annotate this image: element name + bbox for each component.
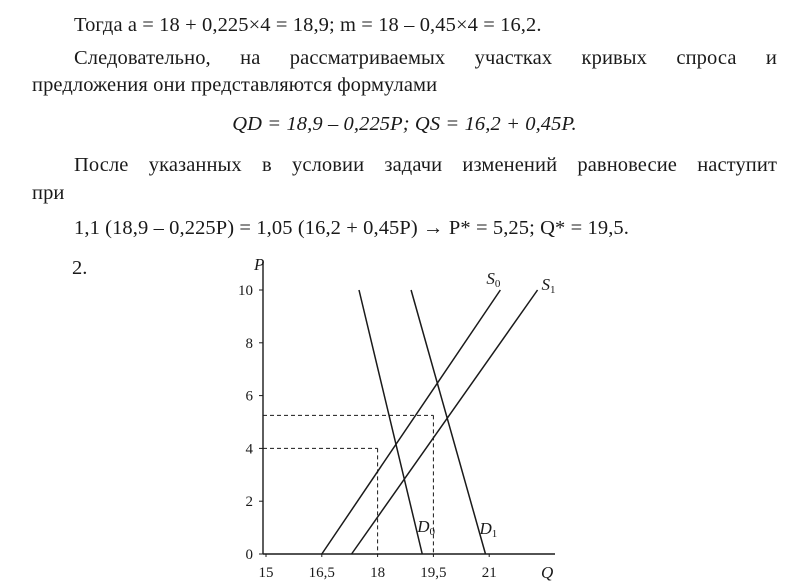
x-tick-label: 18 [370, 565, 386, 581]
curve-label-d1: D1 [479, 519, 498, 540]
chart-curves [322, 269, 556, 554]
curve-label-d0: D0 [417, 517, 436, 538]
y-axis-label: P [254, 255, 265, 274]
y-tick-label: 4 [245, 441, 253, 458]
y-tick-label: 2 [245, 494, 253, 511]
x-tick-label: 21 [481, 565, 497, 581]
x-tick-label: 15 [258, 565, 274, 581]
curve-label-s0: S0 [486, 269, 501, 290]
x-tick-label: 16,5 [308, 565, 335, 581]
text-line-3: предложения они представляются формулами [32, 74, 438, 96]
y-tick-label: 8 [245, 335, 253, 352]
chart-axes [253, 255, 555, 582]
formula-equilibrium: 1,1 (18,9 – 0,225P) = 1,05 (16,2 + 0,45P) → P* = 5,25; Q* = 19,5. [74, 217, 630, 239]
text-line-5: при [32, 182, 65, 204]
text-line-4: После указанных в условии задачи изменений равновесие наступит [74, 154, 777, 176]
x-axis-label: Q [541, 563, 554, 582]
item-number: 2. [72, 257, 88, 279]
text-line-2: Следовательно, на рассматриваемых участках кривых спроса и [74, 47, 777, 69]
curve-s1 [352, 290, 538, 554]
y-tick-label: 0 [245, 547, 253, 563]
chart-guide-lines [263, 415, 436, 554]
curve-label-s1: S1 [541, 275, 556, 296]
x-tick-label: 19,5 [420, 565, 447, 581]
text-line-1: Тогда a = 18 + 0,225×4 = 18,9; m = 18 – 0,45×4 = 16,2. [74, 14, 542, 36]
y-tick-label: 10 [238, 283, 253, 299]
formula-demand-supply: QD = 18,9 – 0,225P; QS = 16,2 + 0,45P. [232, 113, 577, 135]
y-tick-label: 6 [245, 388, 253, 405]
curve-d0 [359, 290, 422, 554]
